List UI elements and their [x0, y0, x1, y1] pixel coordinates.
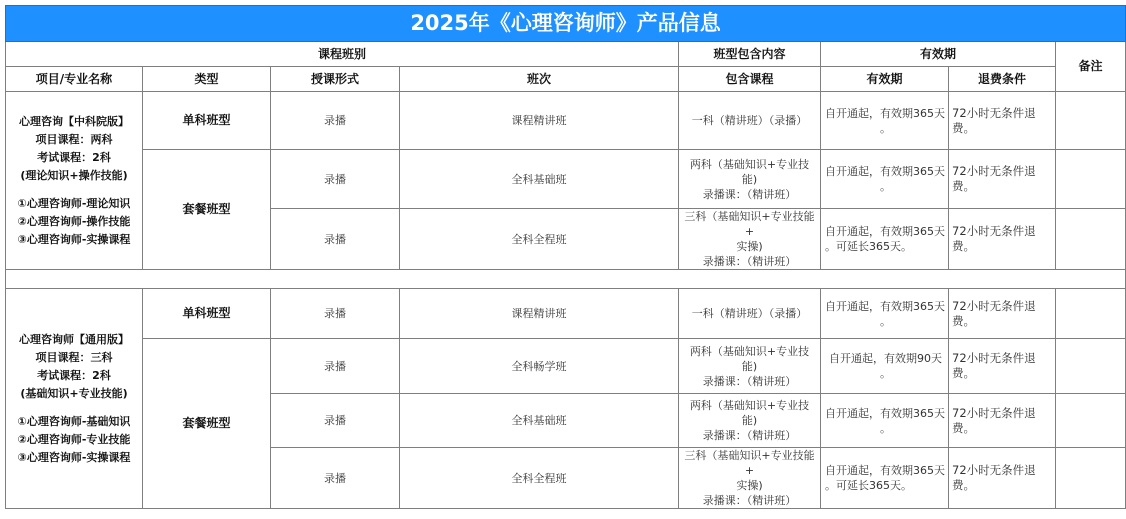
course-line: 录播课：（精讲班） — [702, 255, 797, 268]
validity-line: 自开通起，有效期365天 — [825, 406, 945, 420]
refund-cell: 72小时无条件退费。 — [949, 92, 1056, 150]
included-courses-cell — [679, 289, 821, 339]
course-line: 两科（基础知识+专业技 — [689, 157, 810, 171]
course-line: 能) — [741, 414, 758, 427]
group-name-line: 心理咨询师【通用版】 — [19, 332, 129, 346]
refund-cell: 72小时无条件退费。 — [949, 289, 1056, 339]
group-name-line: 考试课程：2科 — [37, 368, 111, 382]
class-name-cell: 课程精讲班 — [400, 92, 679, 150]
validity-cell — [821, 289, 949, 339]
header-class-name: 班次 — [400, 67, 679, 92]
course-line: 录播课：（精讲班） — [702, 494, 797, 507]
group-separator-row — [6, 270, 1126, 289]
teaching-form-cell: 录播 — [271, 289, 400, 339]
validity-cell — [821, 92, 949, 150]
header-course-class: 课程班别 — [6, 42, 679, 67]
class-name-cell: 全科全程班 — [400, 209, 679, 270]
validity-cell — [821, 150, 949, 209]
class-name-cell: 课程精讲班 — [400, 289, 679, 339]
package-type-cell: 套餐班型 — [143, 339, 271, 509]
header-notes: 备注 — [1056, 42, 1126, 92]
validity-line: 自开通起，有效期365天 — [825, 106, 945, 120]
class-name-cell: 全科基础班 — [400, 394, 679, 448]
header-type: 类型 — [143, 67, 271, 92]
validity-cell — [821, 209, 949, 270]
included-courses-cell — [679, 150, 821, 209]
course-line: 能) — [741, 172, 758, 186]
included-courses-cell — [679, 339, 821, 394]
header-item-name: 项目/专业名称 — [6, 67, 143, 92]
validity-line: 。 — [880, 180, 891, 193]
course-line: 三科（基础知识+专业技能+ — [684, 210, 815, 238]
validity-line: 。可延长365天。 — [825, 479, 912, 492]
class-name-cell: 全科全程班 — [400, 448, 679, 509]
group-name-line: (基础知识+专业技能) — [20, 386, 128, 400]
course-line: 录播课：（精讲班） — [702, 374, 797, 388]
course-line: 能) — [741, 359, 758, 373]
single-type-cell: 单科班型 — [143, 92, 271, 150]
group-name-line: (理论知识+操作技能) — [20, 168, 128, 182]
group-name-line: 项目课程：两科 — [35, 132, 113, 146]
refund-cell: 72小时无条件退费。 — [949, 394, 1056, 448]
validity-line: 自开通起，有效期365天 — [825, 165, 945, 178]
refund-cell: 72小时无条件退费。 — [949, 209, 1056, 270]
header-teaching-form: 授课形式 — [271, 67, 400, 92]
teaching-form-cell: 录播 — [271, 339, 400, 394]
teaching-form-cell: 录播 — [271, 150, 400, 209]
validity-line: 。 — [880, 367, 891, 380]
course-line: 一科（精讲班）（录播） — [691, 307, 808, 320]
class-name-cell: 全科基础班 — [400, 150, 679, 209]
teaching-form-cell: 录播 — [271, 448, 400, 509]
notes-cell — [1056, 339, 1126, 394]
validity-line: 。 — [880, 314, 891, 328]
teaching-form-cell: 录播 — [271, 394, 400, 448]
notes-cell — [1056, 209, 1126, 270]
product-table — [5, 5, 1126, 509]
notes-cell — [1056, 289, 1126, 339]
group-name-line: ③心理咨询师-实操课程 — [17, 232, 131, 246]
group-name-line: ②心理咨询师-专业技能 — [17, 432, 131, 446]
course-line: 一科（精讲班）（录播） — [691, 114, 808, 127]
teaching-form-cell: 录播 — [271, 92, 400, 150]
validity-line: 。 — [880, 121, 891, 135]
group-name-line: 项目课程：三科 — [35, 350, 113, 364]
group-name-line: 考试课程：2科 — [37, 150, 111, 164]
page-title: 2025年《心理咨询师》产品信息 — [6, 6, 1126, 42]
header-validity: 有效期 — [821, 67, 949, 92]
package-type-cell: 套餐班型 — [143, 150, 271, 270]
notes-cell — [1056, 92, 1126, 150]
notes-cell — [1056, 394, 1126, 448]
course-line: 两科（基础知识+专业技 — [689, 399, 810, 412]
single-type-cell: 单科班型 — [143, 289, 271, 339]
course-line: 实操) — [736, 240, 763, 253]
validity-line: 自开通起，有效期365天 — [825, 464, 945, 477]
validity-line: 。 — [880, 421, 891, 435]
validity-line: 自开通起，有效期365天 — [825, 225, 945, 238]
teaching-form-cell: 录播 — [271, 209, 400, 270]
included-courses-cell — [679, 394, 821, 448]
group-name-cell — [6, 289, 143, 509]
validity-line: 自开通起，有效期90天 — [829, 352, 942, 365]
group-name-line: 心理咨询【中科院版】 — [19, 114, 129, 128]
group-name-line: ①心理咨询师-基础知识 — [17, 414, 131, 428]
course-line: 三科（基础知识+专业技能+ — [684, 449, 815, 477]
refund-cell: 72小时无条件退费。 — [949, 448, 1056, 509]
group-name-line: ②心理咨询师-操作技能 — [17, 214, 131, 228]
validity-line: 自开通起，有效期365天 — [825, 299, 945, 313]
course-line: 录播课：（精讲班） — [702, 187, 797, 201]
validity-cell — [821, 339, 949, 394]
header-package-content: 班型包含内容 — [679, 42, 821, 67]
notes-cell — [1056, 150, 1126, 209]
included-courses-cell — [679, 92, 821, 150]
course-line: 实操) — [736, 479, 763, 492]
validity-cell — [821, 448, 949, 509]
header-included-courses: 包含课程 — [679, 67, 821, 92]
group-name-line: ①心理咨询师-理论知识 — [17, 196, 131, 210]
validity-cell — [821, 394, 949, 448]
notes-cell — [1056, 448, 1126, 509]
course-line: 录播课：（精讲班） — [702, 429, 797, 442]
refund-cell: 72小时无条件退费。 — [949, 339, 1056, 394]
validity-line: 。可延长365天。 — [825, 240, 912, 253]
course-line: 两科（基础知识+专业技 — [689, 344, 810, 358]
group-name-cell — [6, 92, 143, 270]
header-refund: 退费条件 — [949, 67, 1056, 92]
included-courses-cell — [679, 209, 821, 270]
included-courses-cell — [679, 448, 821, 509]
group-name-line: ③心理咨询师-实操课程 — [17, 450, 131, 464]
refund-cell: 72小时无条件退费。 — [949, 150, 1056, 209]
class-name-cell: 全科畅学班 — [400, 339, 679, 394]
header-validity-group: 有效期 — [821, 42, 1056, 67]
